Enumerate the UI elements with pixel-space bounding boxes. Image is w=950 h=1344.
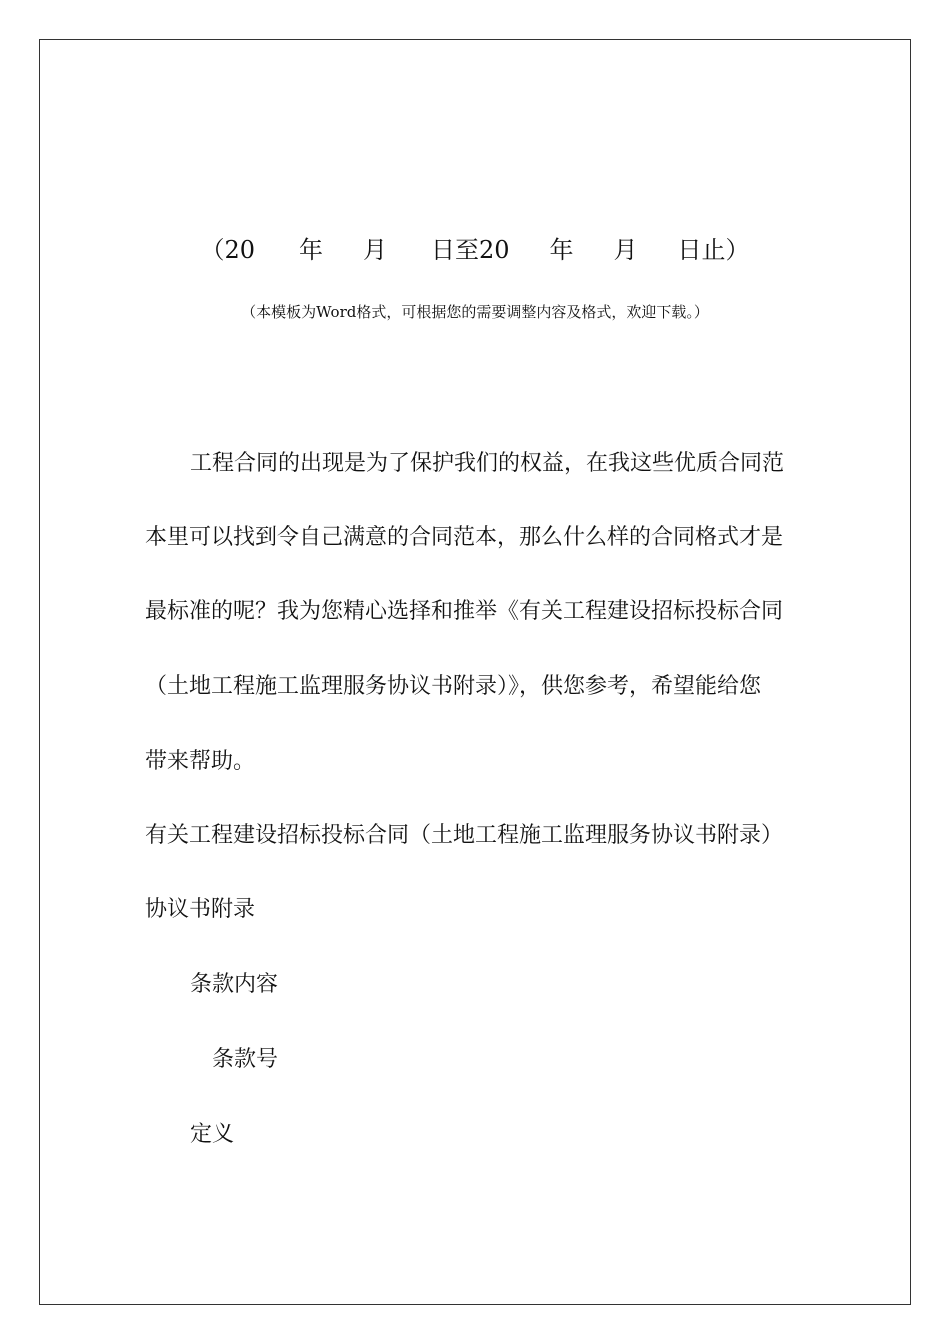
appendix-heading: 协议书附录 — [145, 897, 256, 922]
template-note: （本模板为Word格式，可根据您的需要调整内容及格式，欢迎下载。） — [241, 303, 709, 321]
date-year-1: 年 — [299, 236, 323, 264]
date-day-to: 日至20 — [431, 236, 510, 264]
date-range-line — [0, 232, 950, 268]
intro-line: 本里可以找到令自己满意的合同范本，那么什么样的合同格式才是 — [145, 525, 784, 550]
date-open: （20 — [200, 236, 255, 264]
date-year-2: 年 — [549, 236, 574, 264]
date-month-1: 月 — [363, 236, 387, 264]
clause-number-label: 条款号 — [212, 1047, 279, 1072]
definition-label: 定义 — [190, 1122, 235, 1147]
intro-line: 最标准的呢？我为您精心选择和推举《有关工程建设招标投标合同 — [145, 599, 784, 624]
intro-line: （土地工程施工监理服务协议书附录）》，供您参考，希望能给您 — [145, 674, 762, 699]
intro-line: 工程合同的出现是为了保护我们的权益，在我这些优质合同范 — [190, 451, 785, 476]
document-title: 有关工程建设招标投标合同（土地工程施工监理服务协议书附录） — [145, 823, 784, 848]
clause-content-label: 条款内容 — [190, 972, 279, 997]
date-month-2: 月 — [613, 236, 638, 264]
date-day-end: 日止） — [677, 236, 750, 264]
intro-line: 带来帮助。 — [145, 749, 256, 774]
